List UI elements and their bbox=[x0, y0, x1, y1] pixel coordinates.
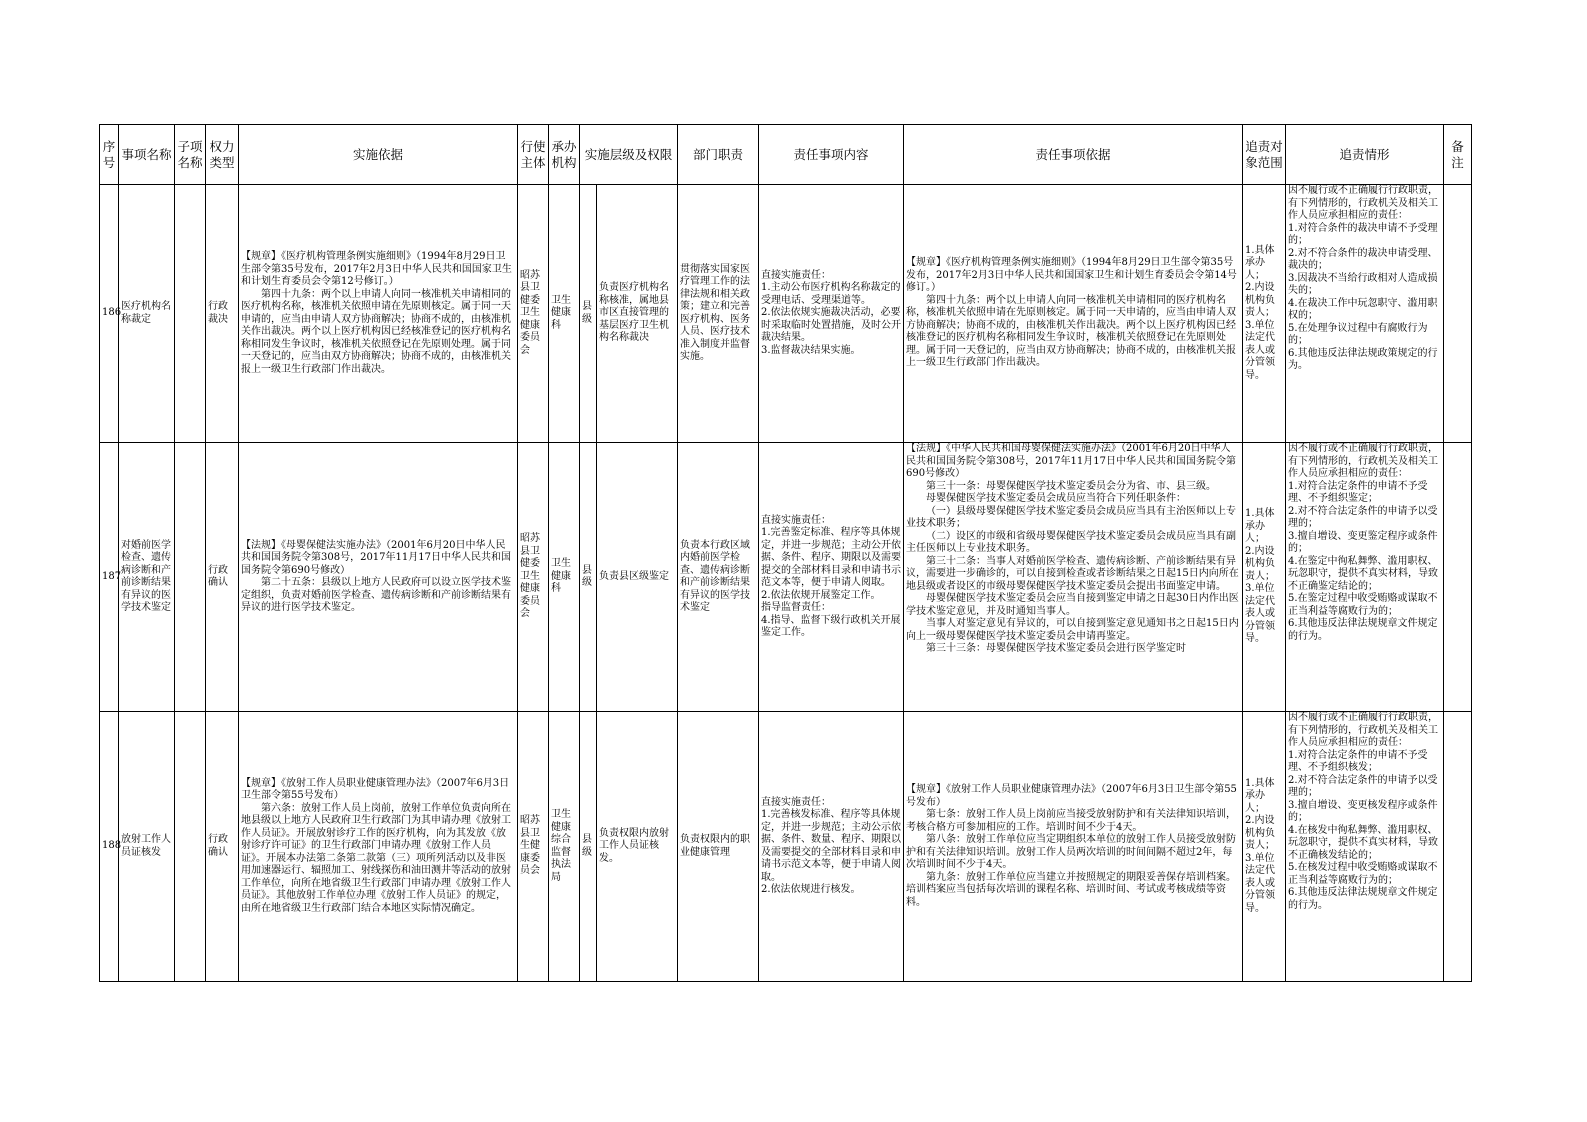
row-duty: 负责本行政区域内婚前医学检查、遗传病诊断和产前诊断结果有异议的医学技术鉴定 bbox=[678, 443, 759, 712]
header-sub-item: 子项名称 bbox=[175, 125, 206, 185]
row-resp-basis-para: （一）县级母婴保健医学技术鉴定委员会成员应当具有主治医师以上专业技术职务； bbox=[906, 505, 1237, 529]
row-resp-content-para: 2.依法依规实施裁决活动，必要时采取临时处置措施，及时公开裁决结果。 bbox=[761, 307, 902, 344]
row-resp-content-para: 1.完善核发标准、程序等具体规定，并进一步规范；主动公示依据、条件、数量、程序、期限以及需要提交的全部材料目录和申请书示范文本等，便于申请人阅取。 bbox=[761, 809, 902, 883]
row-subject: 昭苏县卫健委卫生健康委员会 bbox=[518, 443, 549, 712]
row-basis-para: 第二十五条：县级以上地方人民政府可以设立医学技术鉴定组织，负责对婚前医学检查、遗传病诊断和产前诊断结果有异议的进行医学技术鉴定。 bbox=[241, 577, 511, 613]
row-remark bbox=[1444, 443, 1472, 712]
row-resp-content bbox=[759, 185, 904, 443]
header-situation: 追责情形 bbox=[1286, 125, 1444, 185]
row-situation-para: 1.对符合条件的裁决申请不予受理的； bbox=[1288, 222, 1438, 246]
row-situation-para: 4.在核发中徇私舞弊、滥用职权、玩忽职守，提供不真实材料，导致不正确核发结论的； bbox=[1288, 824, 1439, 861]
row-resp-basis-para: 第九条：放射工作单位应当建立并按照规定的期限妥善保存培训档案。培训档案应当包括每次培训的课程名称、培训时间、考试或考核成绩等资料。 bbox=[906, 871, 1237, 908]
header-item-name: 事项名称 bbox=[119, 125, 175, 185]
row-sub-item bbox=[175, 712, 206, 982]
row-basis-para: 第四十九条：两个以上申请人向同一核准机关申请相同的医疗机构名称，核准机关依照申请在先原则核定。属于同一天申请的，应当由申请人双方协商解决；协商不成的，由核准机关作出裁决。两个以上医疗机构因已经核准登记的医疗机构名称相同发生争议时，核准机关依照登记在先原则处理。属于同一天登记的，应当由双方协商解决；协商不成的，由核准机关报上一级卫生行政部门作出裁决。 bbox=[241, 288, 511, 375]
row-resp-basis-para: 母婴保健医学技术鉴定委员会成员应当符合下列任职条件： bbox=[926, 493, 1187, 504]
row-basis-para: 【规章】《放射工作人员职业健康管理办法》（2007年6月3日卫生部令第55号发布） bbox=[241, 777, 510, 802]
row-duty: 负责权限内的职业健康管理 bbox=[678, 712, 759, 982]
row-seq: 187 bbox=[100, 443, 119, 712]
row-basis-para: 第六条：放射工作人员上岗前，放射工作单位负责向所在地县级以上地方人民政府卫生行政部门为其申请办理《放射工作人员证》。开展放射诊疗工作的医疗机构，向为其发放《放射诊疗许可证》的卫生行政部门申请办理《放射工作人员证》。开展本办法第二条第二款第（三）项所列活动以及非医用加速器运行、辐照加工、射线探伤和油田测井等活动的放射工作单位，向所在地省级卫生行政部门申请办理《放射工作人员证》。其他放射工作单位办理《放射工作人员证》的规定，由所在地省级卫生行政部门结合本地区实际情况确定。 bbox=[241, 802, 511, 914]
row-situation-para: 因不履行或不正确履行行政职责，有下列情形的，行政机关及相关工作人员应承担相应的责任： bbox=[1288, 712, 1439, 748]
row-situation-para: 4.在鉴定中徇私舞弊、滥用职权、玩忽职守，提供不真实材料，导致不正确鉴定结论的； bbox=[1288, 555, 1439, 592]
row-resp-basis bbox=[904, 712, 1243, 982]
row-situation-para: 5.在处理争议过程中有腐败行为的； bbox=[1288, 322, 1428, 346]
row-resp-basis-para: 当事人对鉴定意见有异议的，可以自接到鉴定意见通知书之日起15日内向上一级母婴保健医学技术鉴定委员会申请再鉴定。 bbox=[906, 618, 1239, 642]
row-resp-content bbox=[759, 443, 904, 712]
row-scope: 1.具体承办人； 2.内设机构负责人； 3.单位法定代表人或分管领导。 bbox=[1243, 712, 1286, 982]
row-resp-content bbox=[759, 712, 904, 982]
row-situation-para: 因不履行或不正确履行行政职责，有下列情形的，行政机关及相关工作人员应承担相应的责任： bbox=[1288, 185, 1439, 221]
row-remark bbox=[1444, 185, 1472, 443]
header-resp-basis: 责任事项依据 bbox=[904, 125, 1243, 185]
row-resp-basis-para: 第七条：放射工作人员上岗前应当接受放射防护和有关法律知识培训，考核合格方可参加相应的工作。培训时间不少于4天。 bbox=[906, 809, 1237, 833]
table-row bbox=[100, 443, 1472, 712]
row-basis bbox=[239, 185, 518, 443]
row-situation-para: 3.擅自增设、变更鉴定程序或条件的； bbox=[1288, 530, 1438, 554]
table-row bbox=[100, 712, 1472, 982]
row-situation-para: 1.对符合法定条件的申请不予受理、不予组织鉴定； bbox=[1288, 480, 1428, 504]
row-item-name: 对婚前医学检查、遗传病诊断和产前诊断结果有异议的医学技术鉴定 bbox=[119, 443, 175, 712]
row-situation-para: 6.其他违反法律法规规章文件规定的行为。 bbox=[1288, 618, 1438, 642]
row-resp-basis-para: 第三十二条：当事人对婚前医学检查、遗传病诊断、产前诊断结果有异议，需要进一步确诊的，可以自接到检查或者诊断结果之日起15日内向所在地县级或者设区的市级母婴保健医学技术鉴定委员会提出书面鉴定申请。 bbox=[906, 555, 1239, 592]
row-sub-item bbox=[175, 443, 206, 712]
row-resp-content-para: 指导监督责任： bbox=[761, 602, 832, 613]
row-power-type: 行政裁决 bbox=[206, 185, 239, 443]
header-scope: 追责对象范围 bbox=[1243, 125, 1286, 185]
header-organ: 承办机构 bbox=[549, 125, 580, 185]
row-basis-para: 【法规】《母婴保健法实施办法》（2001年6月20日中华人民共和国国务院令第308号，2017年11月17日中华人民共和国国务院令第690号修改） bbox=[241, 539, 511, 576]
row-item-name: 医疗机构名称裁定 bbox=[119, 185, 175, 443]
header-power-type: 权力类型 bbox=[206, 125, 239, 185]
row-sub-item bbox=[175, 185, 206, 443]
row-level: 县级 bbox=[580, 712, 597, 982]
row-situation bbox=[1286, 185, 1444, 443]
row-subject: 昭苏县卫生健康委员会 bbox=[518, 712, 549, 982]
header-duty: 部门职责 bbox=[678, 125, 759, 185]
row-level: 县级 bbox=[580, 443, 597, 712]
row-situation-para: 4.在裁决工作中玩忽职守、滥用职权的； bbox=[1288, 297, 1438, 321]
row-situation-para: 5.在核发过程中收受贿赂或谋取不正当利益等腐败行为的； bbox=[1288, 862, 1438, 886]
row-resp-content-para: 2.依法依规进行核发。 bbox=[761, 884, 861, 895]
row-item-name: 放射工作人员证核发 bbox=[119, 712, 175, 982]
row-scope: 1.具体承办人； 2.内设机构负责人； 3.单位法定代表人或分管领导。 bbox=[1243, 443, 1286, 712]
row-level-detail: 负责县区级鉴定 bbox=[597, 443, 678, 712]
row-power-type: 行政确认 bbox=[206, 712, 239, 982]
row-situation-para: 6.其他违反法律法规规章文件规定的行为。 bbox=[1288, 887, 1438, 911]
row-resp-content-para: 1.完善鉴定标准、程序等具体规定，并进一步规范；主动公开依据、条件、程序、期限以及需要提交的全部材料目录和申请书示范文本等，便于申请人阅取。 bbox=[761, 527, 902, 588]
row-level: 县级 bbox=[580, 185, 597, 443]
row-situation-para: 3.擅自增设、变更核发程序或条件的； bbox=[1288, 799, 1438, 823]
row-resp-content-para: 直接实施责任： bbox=[761, 514, 832, 526]
row-situation-para: 1.对符合法定条件的申请不予受理、不予组织核发； bbox=[1288, 749, 1428, 773]
row-resp-basis-para: 母婴保健医学技术鉴定委员会应当自接到鉴定申请之日起30日内作出医学技术鉴定意见，并及时通知当事人。 bbox=[906, 593, 1239, 617]
row-duty: 贯彻落实国家医疗管理工作的法律法规和相关政策；建立和完善医疗机构、医务人员、医疗技术准入制度并监督实施。 bbox=[678, 185, 759, 443]
row-organ: 卫生健康科 bbox=[549, 185, 580, 443]
row-organ: 卫生健康综合监督执法局 bbox=[549, 712, 580, 982]
row-resp-basis bbox=[904, 443, 1243, 712]
header-seq: 序号 bbox=[100, 125, 119, 185]
row-resp-basis-para: 【法规】《中华人民共和国母婴保健法实施办法》（2001年6月20日中华人民共和国国务院令第308号，2017年11月17日中华人民共和国国务院令第690号修改） bbox=[906, 443, 1237, 479]
row-seq: 186 bbox=[100, 185, 119, 443]
header-resp-content: 责任事项内容 bbox=[759, 125, 904, 185]
row-resp-basis-para: 第三十三条：母婴保健医学技术鉴定委员会进行医学鉴定时 bbox=[926, 643, 1187, 654]
row-resp-basis-para: 第四十九条：两个以上申请人向同一核准机关申请相同的医疗机构名称，核准机关依照申请在先原则核定。属于同一天申请的，应当由申请人双方协商解决；协商不成的，由核准机关作出裁决。两个以上医疗机构因已经核准登记的医疗机构名称相同发生争议时，核准机关依照登记在先原则处理。属于同一天登记的，应当由双方协商解决；协商不成的，由核准机关报上一级卫生行政部门作出裁决。 bbox=[906, 294, 1237, 369]
row-situation-para: 2.对不符合条件的裁决申请受理、裁决的； bbox=[1288, 247, 1438, 271]
row-resp-content-para: 2.依法依规开展鉴定工作。 bbox=[761, 589, 881, 601]
row-power-type: 行政确认 bbox=[206, 443, 239, 712]
table-row bbox=[100, 185, 1472, 443]
row-situation-para: 因不履行或不正确履行行政职责，有下列情形的，行政机关及相关工作人员应承担相应的责任： bbox=[1288, 443, 1439, 479]
row-resp-basis-para: 第八条：放射工作单位应当定期组织本单位的放射工作人员接受放射防护和有关法律知识培训。放射工作人员两次培训的时间间隔不超过2年，每次培训时间不少于4天。 bbox=[906, 834, 1237, 870]
row-situation-para: 6.其他违反法律法规政策规定的行为。 bbox=[1288, 347, 1438, 371]
row-situation-para: 3.因裁决不当给行政相对人造成损失的； bbox=[1288, 272, 1438, 296]
row-situation bbox=[1286, 712, 1444, 982]
header-remark: 备注 bbox=[1444, 125, 1472, 185]
row-resp-content-para: 直接实施责任： bbox=[761, 269, 832, 281]
row-situation-para: 2.对不符合法定条件的申请予以受理的； bbox=[1288, 505, 1438, 529]
row-resp-content-para: 1.主动公布医疗机构名称裁定的受理电话、受理渠道等。 bbox=[761, 282, 901, 306]
row-level-detail: 负责权限内放射工作人员证核发。 bbox=[597, 712, 678, 982]
row-resp-basis-para: （二）设区的市级和省级母婴保健医学技术鉴定委员会成员应当具有副主任医师以上专业技术职务。 bbox=[906, 530, 1237, 554]
row-remark bbox=[1444, 712, 1472, 982]
row-situation bbox=[1286, 443, 1444, 712]
row-resp-basis-para: 【规章】《医疗机构管理条例实施细则》（1994年8月29日卫生部令第35号发布，2017年2月3日中华人民共和国国家卫生和计划生育委员会令第14号修订。） bbox=[906, 257, 1237, 294]
table-header-row bbox=[100, 125, 1472, 185]
row-resp-basis bbox=[904, 185, 1243, 443]
row-basis-para: 【规章】《医疗机构管理条例实施细则》（1994年8月29日卫生部令第35号发布，2017年2月3日中华人民共和国国家卫生和计划生育委员会令第12号修订。） bbox=[241, 251, 512, 287]
power-list-table bbox=[99, 124, 1472, 982]
row-subject: 昭苏县卫健委卫生健康委员会 bbox=[518, 185, 549, 443]
row-situation-para: 5.在鉴定过程中收受贿赂或谋取不正当利益等腐败行为的； bbox=[1288, 593, 1438, 617]
row-resp-basis-para: 【规章】《放射工作人员职业健康管理办法》（2007年6月3日卫生部令第55号发布） bbox=[906, 784, 1237, 808]
header-subject: 行使主体 bbox=[518, 125, 549, 185]
row-basis bbox=[239, 712, 518, 982]
row-resp-content-para: 4.指导、监督下级行政机关开展鉴定工作。 bbox=[761, 614, 901, 638]
header-level: 实施层级及权限 bbox=[580, 125, 678, 185]
row-resp-basis-para: 第三十一条：母婴保健医学技术鉴定委员会分为省、市、县三级。 bbox=[926, 480, 1217, 492]
row-organ: 卫生健康科 bbox=[549, 443, 580, 712]
row-scope: 1.具体承办人； 2.内设机构负责人； 3.单位法定代表人或分管领导。 bbox=[1243, 185, 1286, 443]
row-resp-content-para: 直接实施责任： bbox=[761, 796, 832, 808]
row-seq: 188 bbox=[100, 712, 119, 982]
row-basis bbox=[239, 443, 518, 712]
row-situation-para: 2.对不符合法定条件的申请予以受理的； bbox=[1288, 774, 1438, 798]
header-basis: 实施依据 bbox=[239, 125, 518, 185]
row-resp-content-para: 3.监督裁决结果实施。 bbox=[761, 344, 861, 356]
row-level-detail: 负责医疗机构名称核准，属地县市区直接管理的基层医疗卫生机构名称裁决 bbox=[597, 185, 678, 443]
